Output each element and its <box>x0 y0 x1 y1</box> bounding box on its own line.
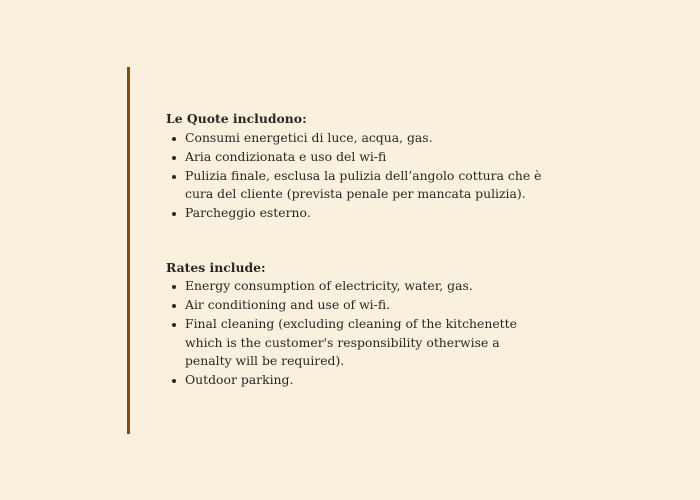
english-heading: Rates include: <box>166 259 266 275</box>
bullet-icon <box>172 304 176 308</box>
list-item <box>166 277 546 296</box>
list-item-text: Consumi energetici di luce, acqua, gas. <box>185 129 433 145</box>
list-item-text: Pulizia finale, esclusa la pulizia dell’angolo cottura che è cura del cliente (prevista penale per mancata pulizia). <box>185 167 542 202</box>
list-item <box>166 129 546 148</box>
bullet-icon <box>172 323 176 327</box>
vertical-accent-line <box>127 67 130 434</box>
list-item <box>166 296 546 315</box>
rates-content <box>166 110 546 390</box>
list-item <box>166 167 545 204</box>
bullet-icon <box>172 137 176 141</box>
list-item <box>166 148 546 167</box>
list-item <box>166 315 530 371</box>
english-list <box>166 277 546 390</box>
italian-heading: Le Quote includono: <box>166 111 307 126</box>
list-item-text: Outdoor parking. <box>185 372 294 388</box>
list-item-text: Energy consumption of electricity, water, gas. <box>185 278 473 294</box>
list-item <box>166 204 546 223</box>
bullet-icon <box>172 285 176 289</box>
list-item <box>166 371 546 390</box>
italian-list <box>166 129 546 223</box>
bullet-icon <box>172 175 176 179</box>
list-item-text: Parcheggio esterno. <box>185 205 311 221</box>
english-section <box>166 259 546 390</box>
bullet-icon <box>172 379 176 383</box>
list-item-text: Final cleaning (excluding cleaning of the kitchenette which is the customer's responsibility otherwise a penalty will be required). <box>185 316 517 369</box>
bullet-icon <box>172 156 176 160</box>
bullet-icon <box>172 212 176 216</box>
list-item-text: Air conditioning and use of wi-fi. <box>185 297 391 313</box>
italian-section <box>166 110 546 223</box>
list-item-text: Aria condizionata e uso del wi-fi <box>185 148 387 164</box>
